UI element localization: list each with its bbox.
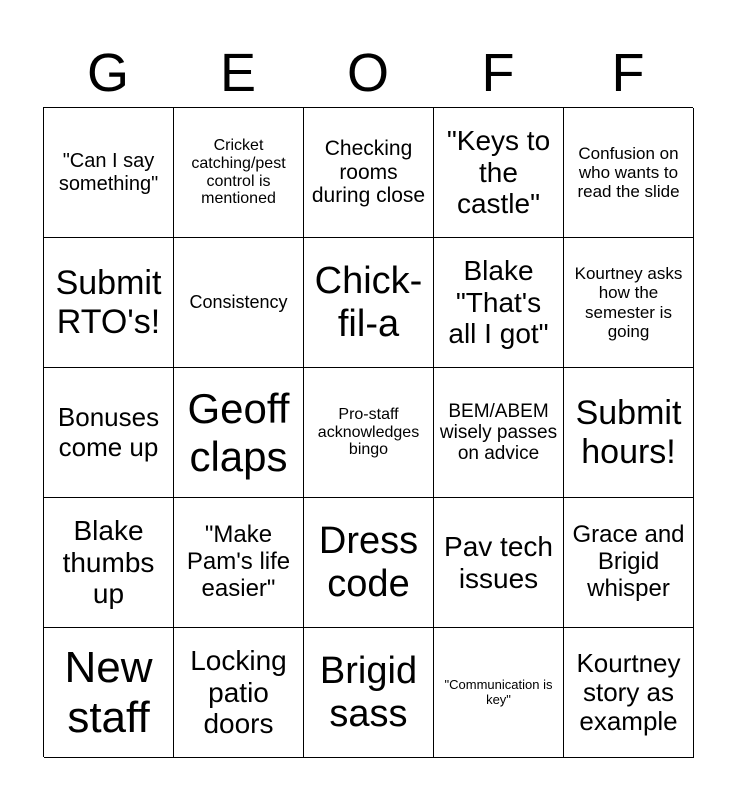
header-letter-o: O xyxy=(346,43,389,103)
bingo-cell[interactable] xyxy=(564,498,694,628)
header-letter-f1: F xyxy=(481,43,515,103)
bingo-cell-text: New staff xyxy=(64,643,153,742)
bingo-cell-text: Kourtney asks how the semester is going xyxy=(574,264,683,341)
bingo-cell[interactable] xyxy=(44,628,174,758)
bingo-cell[interactable] xyxy=(44,498,174,628)
bingo-cell-text: Consistency xyxy=(189,292,288,313)
bingo-cell-text: Geoff claps xyxy=(187,385,290,480)
bingo-cell[interactable] xyxy=(434,368,564,498)
bingo-cell-text: "Can I say something" xyxy=(58,150,159,195)
bingo-cell[interactable] xyxy=(304,628,434,758)
bingo-cell-text: Pav tech issues xyxy=(444,531,553,594)
bingo-cell[interactable] xyxy=(434,108,564,238)
bingo-cell[interactable] xyxy=(174,108,304,238)
bingo-cell-text: Blake "That's all I got" xyxy=(448,255,549,350)
bingo-cell[interactable] xyxy=(564,238,694,368)
bingo-cell[interactable] xyxy=(434,628,564,758)
bingo-cell[interactable] xyxy=(304,238,434,368)
bingo-cell-text: Submit hours! xyxy=(575,394,682,471)
bingo-cell-text: "Make Pam's life easier" xyxy=(186,521,291,602)
bingo-cell-text: Brigid sass xyxy=(319,649,418,735)
bingo-cell[interactable] xyxy=(564,108,694,238)
bingo-cell[interactable] xyxy=(44,368,174,498)
bingo-cell[interactable] xyxy=(44,108,174,238)
bingo-cell[interactable] xyxy=(434,498,564,628)
bingo-cell-text: Cricket catching/pest control is mentioned xyxy=(191,136,286,208)
header-letter-g: G xyxy=(86,43,129,103)
bingo-cell[interactable] xyxy=(44,238,174,368)
bingo-cell-text: Chick-fil-a xyxy=(314,259,423,345)
bingo-cell-text: Confusion on who wants to read the slide xyxy=(577,143,680,202)
bingo-cell-text: Grace and Brigid whisper xyxy=(572,521,685,602)
bingo-cell[interactable] xyxy=(304,368,434,498)
bingo-header xyxy=(43,38,693,108)
bingo-cell[interactable] xyxy=(564,368,694,498)
bingo-cell-text: Checking rooms during close xyxy=(311,137,426,208)
bingo-cell-text: BEM/ABEM wisely passes on advice xyxy=(439,400,558,465)
bingo-cell-text: Pro-staff acknowledges bingo xyxy=(317,405,420,459)
bingo-cell-text: "Keys to the castle" xyxy=(446,125,551,220)
bingo-cell[interactable] xyxy=(174,238,304,368)
bingo-cell[interactable] xyxy=(174,368,304,498)
bingo-cell-text: Bonuses come up xyxy=(57,402,160,462)
bingo-cell-text: Submit RTO's! xyxy=(55,264,162,341)
header-letter-e: E xyxy=(219,43,257,103)
bingo-cell-text: Dress code xyxy=(318,519,419,605)
bingo-cell[interactable] xyxy=(174,498,304,628)
bingo-cell-text: Locking patio doors xyxy=(190,645,287,740)
bingo-cell[interactable] xyxy=(174,628,304,758)
bingo-cell-text: Kourtney story as example xyxy=(576,647,681,737)
bingo-grid xyxy=(43,107,693,757)
header-letter-f2: F xyxy=(611,43,645,103)
bingo-cell[interactable] xyxy=(304,498,434,628)
bingo-cell-text: Blake thumbs up xyxy=(62,515,155,610)
bingo-cell-text: "Communication is key" xyxy=(444,676,553,707)
bingo-cell[interactable] xyxy=(304,108,434,238)
bingo-cell[interactable] xyxy=(434,238,564,368)
bingo-cell[interactable] xyxy=(564,628,694,758)
